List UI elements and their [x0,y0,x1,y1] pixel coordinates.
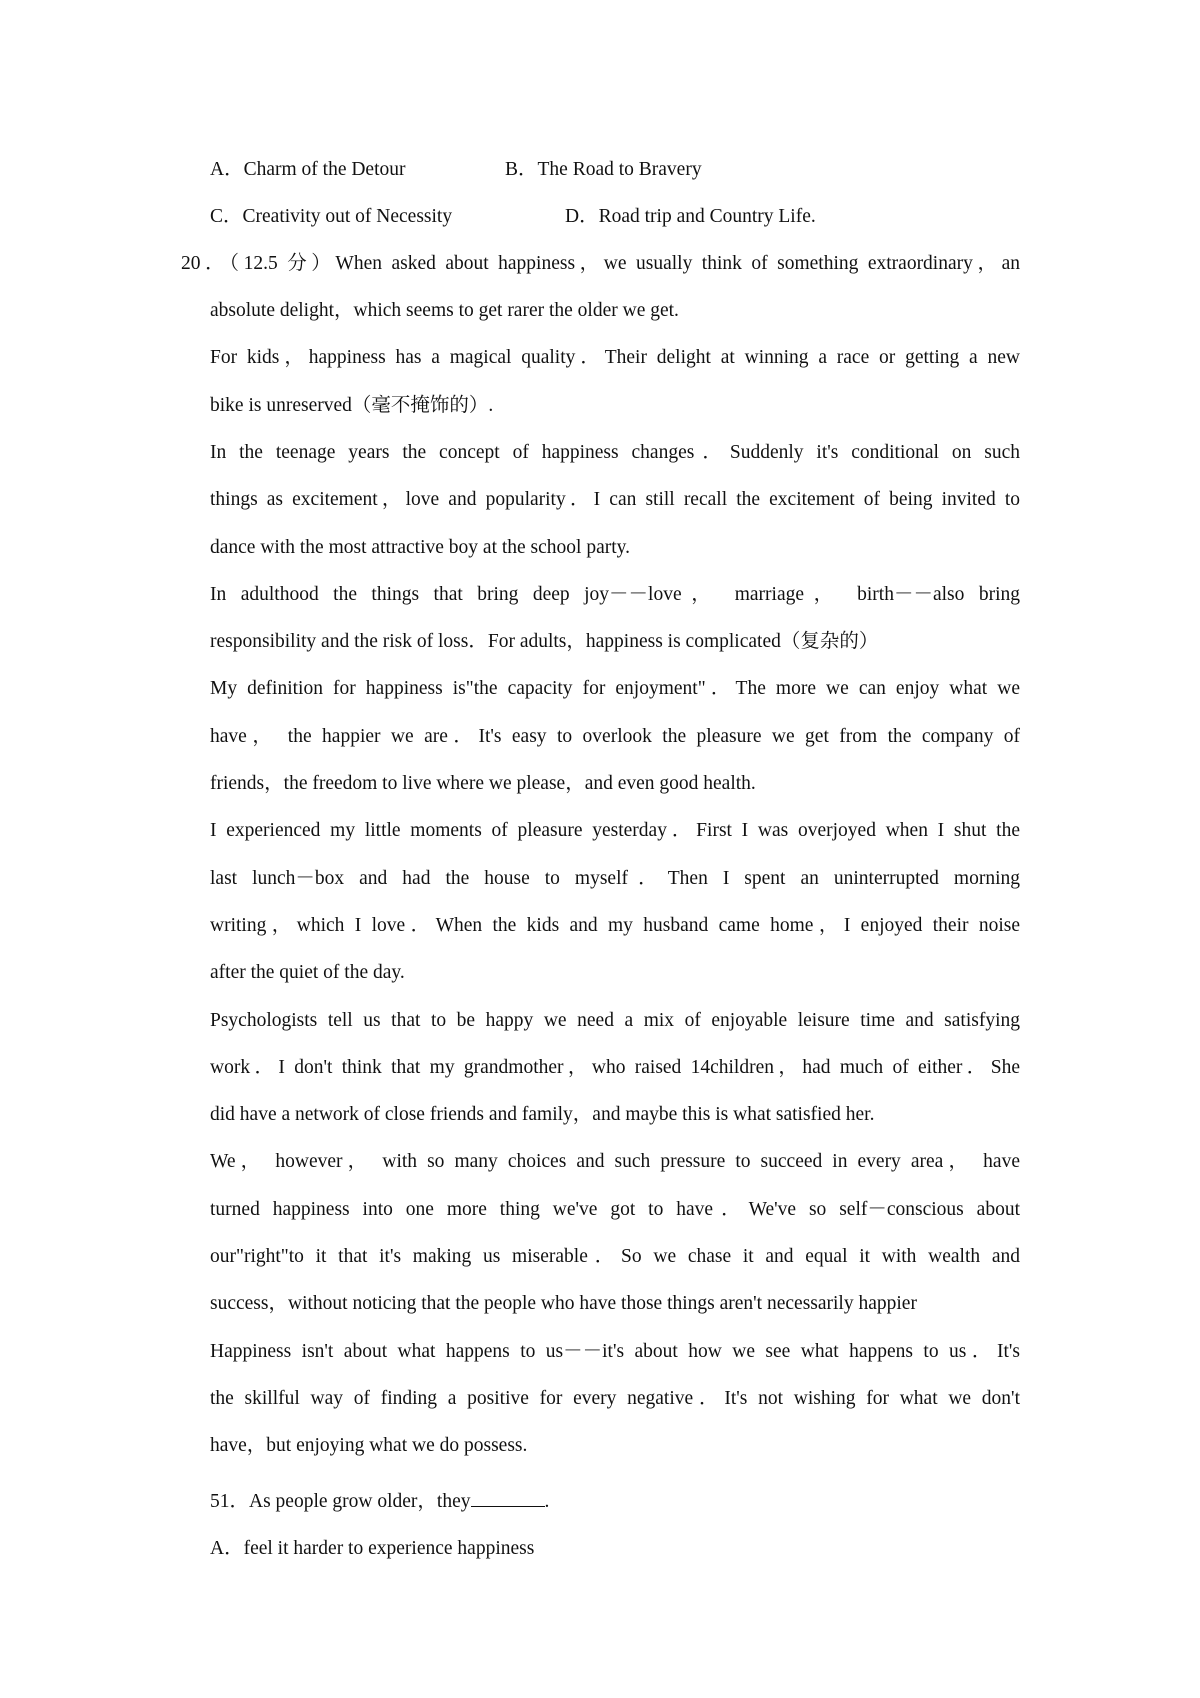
passage-line: In adulthood the things that bring deep joy－－love， marriage， birth－－also bring [210,584,1020,605]
passage-line: In the teenage years the concept of happiness changes．Suddenly it's conditional on such [210,442,1020,463]
passage-line: last lunch－box and had the house to myself．Then I spent an uninterrupted morning [210,868,1020,889]
passage-line: work．I don't think that my grandmother，who raised 14children，had much of either．She [210,1057,1020,1078]
question-51-text: 51．As people grow older，they [210,1491,471,1512]
passage-line: Happiness isn't about what happens to us－－it's about how we see what happens to us．It's [210,1341,1020,1362]
passage-line: our"right"to it that it's making us miserable．So we chase it and equal it with wealth and [210,1246,1020,1267]
passage-line: after the quiet of the day. [210,962,405,983]
answer-blank [471,1490,545,1507]
passage-line: turned happiness into one more thing we've got to have．We've so self－conscious about [210,1199,1020,1220]
question-51-option-a: A．feel it harder to experience happiness [210,1538,535,1559]
passage-line: Psychologists tell us that to be happy we need a mix of enjoyable leisure time and satisfying [210,1010,1020,1031]
option-b-prev: B．The Road to Bravery [505,159,702,180]
option-c-prev: C．Creativity out of Necessity [210,206,453,227]
passage-line: the skillful way of finding a positive for every negative．It's not wishing for what we don't [210,1388,1020,1409]
passage-line: have，but enjoying what we do possess. [210,1435,528,1456]
passage-line: did have a network of close friends and family，and maybe this is what satisfied her. [210,1104,875,1125]
option-a-prev: A．Charm of the Detour [210,159,406,180]
passage-line: success，without noticing that the people who have those things aren't necessarily happier [210,1293,917,1314]
passage-line: friends，the freedom to live where we please，and even good health. [210,773,756,794]
question-20-header: 20．（12.5 分）When asked about happiness，we usually think of something extraordinary，an [181,253,1020,274]
passage-line: We， however， with so many choices and such pressure to succeed in every area， have [210,1151,1020,1172]
passage-line: absolute delight，which seems to get rarer the older we get. [210,300,679,321]
question-51-stem [210,1490,549,1514]
passage-line: have， the happier we are．It's easy to overlook the pleasure we get from the company of [210,726,1020,747]
passage-line: responsibility and the risk of loss．For adults，happiness is complicated（复杂的） [210,631,879,652]
passage-line: I experienced my little moments of pleasure yesterday．First I was overjoyed when I shut the [210,820,1020,841]
passage-line: For kids，happiness has a magical quality．Their delight at winning a race or getting a new [210,347,1020,368]
passage-line: My definition for happiness is"the capacity for enjoyment"．The more we can enjoy what we [210,678,1020,699]
passage-line: dance with the most attractive boy at the school party. [210,537,631,558]
question-51-end: . [544,1491,550,1512]
passage-line: things as excitement，love and popularity．I can still recall the excitement of being invited to [210,489,1020,510]
passage-line: bike is unreserved（毫不掩饰的）. [210,395,494,416]
passage-line: writing，which I love．When the kids and my husband came home，I enjoyed their noise [210,915,1020,936]
option-d-prev: D．Road trip and Country Life. [565,206,816,227]
